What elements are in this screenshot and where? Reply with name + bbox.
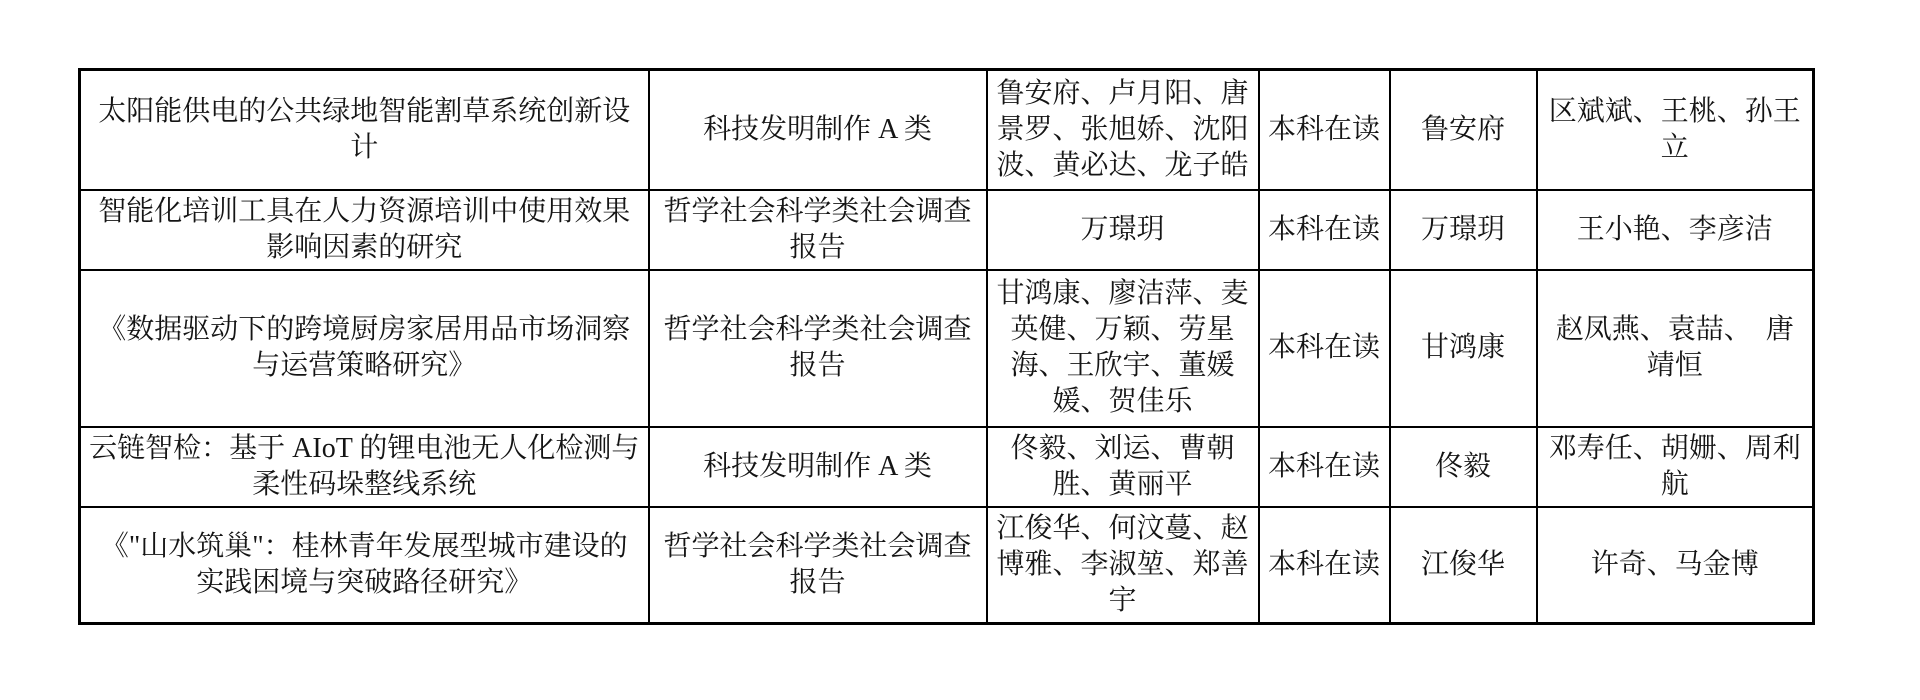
cell-status: 本科在读 xyxy=(1259,70,1390,190)
cell-leader: 鲁安府 xyxy=(1390,70,1537,190)
cell-category: 哲学社会科学类社会调查报告 xyxy=(649,507,987,624)
cell-status: 本科在读 xyxy=(1259,190,1390,270)
cell-project-title: 《数据驱动下的跨境厨房家居用品市场洞察与运营策略研究》 xyxy=(80,270,649,427)
cell-members: 鲁安府、卢月阳、唐景罗、张旭娇、沈阳波、黄必达、龙子皓 xyxy=(987,70,1259,190)
table-row xyxy=(80,190,1814,270)
cell-status: 本科在读 xyxy=(1259,507,1390,624)
table-row xyxy=(80,427,1814,507)
cell-status: 本科在读 xyxy=(1259,270,1390,427)
cell-leader: 甘鸿康 xyxy=(1390,270,1537,427)
table-row xyxy=(80,70,1814,190)
project-table xyxy=(78,68,1815,625)
cell-category: 哲学社会科学类社会调查报告 xyxy=(649,270,987,427)
cell-advisors: 赵凤燕、袁喆、 唐靖恒 xyxy=(1537,270,1814,427)
cell-leader: 佟毅 xyxy=(1390,427,1537,507)
cell-project-title: 《"山水筑巢"：桂林青年发展型城市建设的实践困境与突破路径研究》 xyxy=(80,507,649,624)
table-row xyxy=(80,270,1814,427)
cell-project-title: 云链智检：基于 AIoT 的锂电池无人化检测与柔性码垛整线系统 xyxy=(80,427,649,507)
cell-members: 甘鸿康、廖洁萍、麦英健、万颖、劳星海、王欣宇、董媛媛、贺佳乐 xyxy=(987,270,1259,427)
cell-status: 本科在读 xyxy=(1259,427,1390,507)
cell-category: 科技发明制作 A 类 xyxy=(649,70,987,190)
cell-advisors: 王小艳、李彦洁 xyxy=(1537,190,1814,270)
project-table-body xyxy=(80,70,1814,624)
cell-members: 江俊华、何汶蔓、赵博雅、李淑堃、郑善宇 xyxy=(987,507,1259,624)
cell-project-title: 太阳能供电的公共绿地智能割草系统创新设计 xyxy=(80,70,649,190)
cell-leader: 万璟玥 xyxy=(1390,190,1537,270)
cell-category: 科技发明制作 A 类 xyxy=(649,427,987,507)
cell-leader: 江俊华 xyxy=(1390,507,1537,624)
table-row xyxy=(80,507,1814,624)
cell-category: 哲学社会科学类社会调查报告 xyxy=(649,190,987,270)
cell-project-title: 智能化培训工具在人力资源培训中使用效果影响因素的研究 xyxy=(80,190,649,270)
cell-advisors: 邓寿任、胡姗、周利航 xyxy=(1537,427,1814,507)
cell-members: 万璟玥 xyxy=(987,190,1259,270)
cell-advisors: 许奇、马金博 xyxy=(1537,507,1814,624)
cell-advisors: 区斌斌、王桃、孙王立 xyxy=(1537,70,1814,190)
cell-members: 佟毅、刘运、曹朝胜、黄丽平 xyxy=(987,427,1259,507)
